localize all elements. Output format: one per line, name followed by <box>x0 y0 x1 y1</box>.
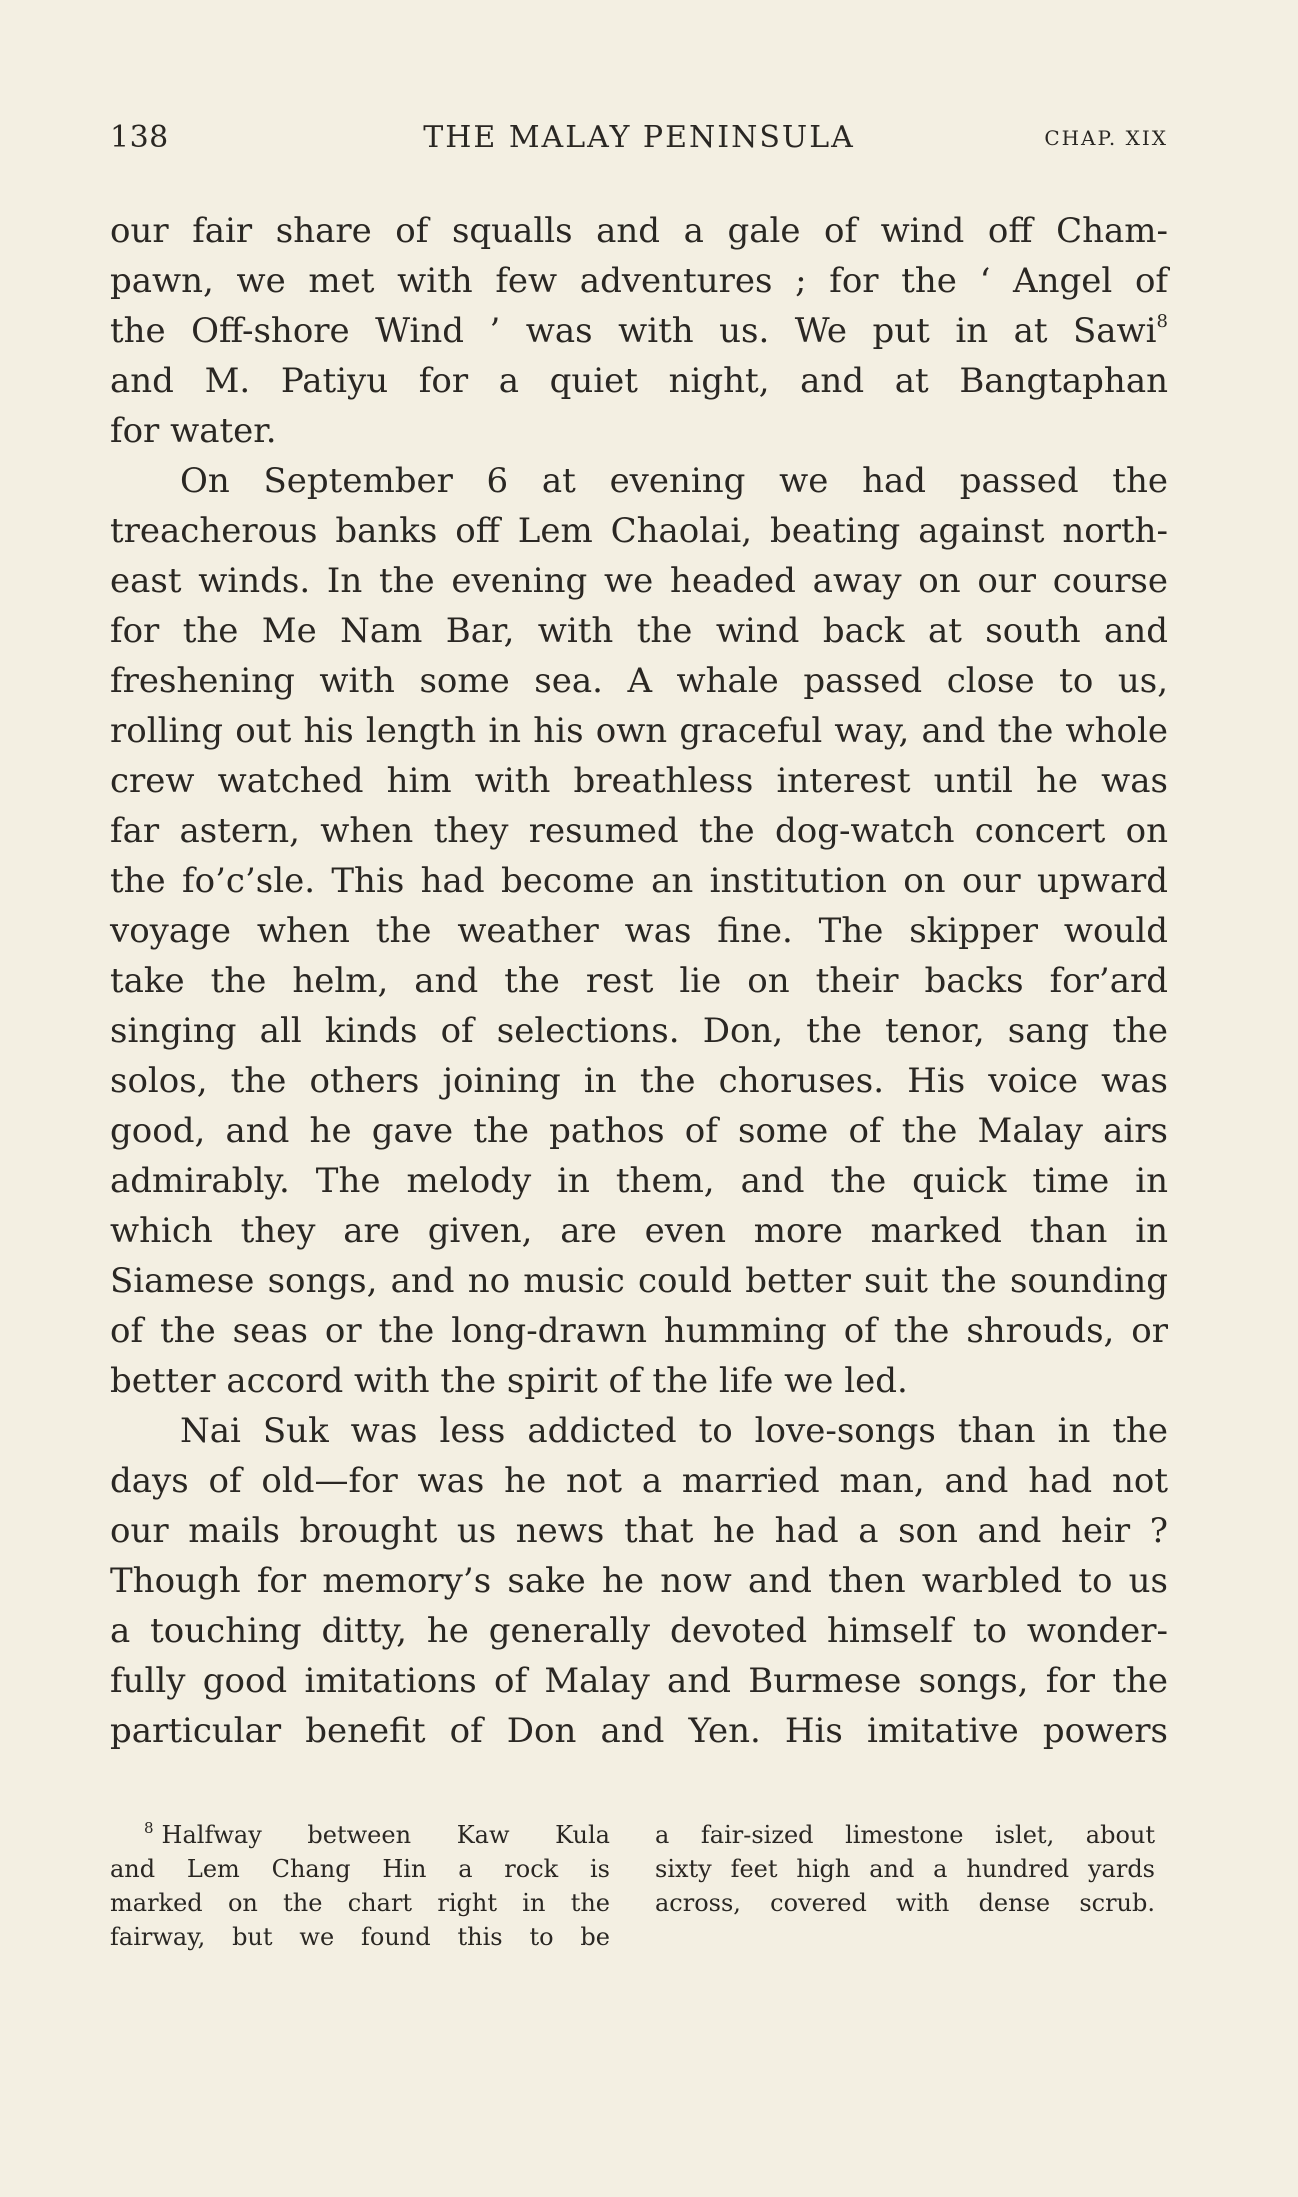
text-line: pawn, we met with few adventures ; for the ‘ Angel of <box>110 261 1168 301</box>
text-line: far astern, when they resumed the dog-watch concert on <box>110 811 1168 851</box>
footnote-line: sixty feet high and a hundred yards <box>655 1855 1155 1883</box>
text-line: days of old—for was he not a married man, and had not <box>110 1461 1168 1501</box>
footnote-column-left <box>110 1818 610 1954</box>
text-line: our fair share of squalls and a gale of wind off Cham- <box>110 211 1168 251</box>
text-line: Nai Suk was less addicted to love-songs than in the <box>180 1411 1168 1451</box>
text-line: of the seas or the long-drawn humming of the shrouds, or <box>110 1311 1168 1351</box>
text-line: freshening with some sea. A whale passed close to us, <box>110 661 1168 701</box>
text-line: a touching ditty, he generally devoted himself to wonder- <box>110 1611 1168 1651</box>
running-title: THE MALAY PENINSULA <box>423 120 855 155</box>
text-line-content: the Off-shore Wind ’ was with us. We put in at Sawi <box>110 311 1157 351</box>
footnote-line: fairway, but we found this to be <box>110 1923 610 1951</box>
footnote-column-right <box>655 1818 1155 1920</box>
footnote-line: a fair-sized limestone islet, about <box>655 1821 1155 1849</box>
running-header <box>110 120 1168 168</box>
text-line: east winds. In the evening we headed away on our course <box>110 561 1168 601</box>
text-line: good, and he gave the pathos of some of the Malay airs <box>110 1111 1168 1151</box>
footnote-line <box>110 1818 610 1852</box>
chapter-label: CHAP. XIX <box>1044 126 1168 150</box>
footnote-line: marked on the chart right in the <box>110 1889 610 1917</box>
text-line: Though for memory’s sake he now and then warbled to us <box>110 1561 1168 1601</box>
footnote-number: 8 <box>144 1819 154 1837</box>
text-line: solos, the others joining in the choruses. His voice was <box>110 1061 1168 1101</box>
text-line: crew watched him with breathless interest until he was <box>110 761 1168 801</box>
text-line: take the helm, and the rest lie on their backs for’ard <box>110 961 1168 1001</box>
text-line: the fo’c’sle. This had become an institution on our upward <box>110 861 1168 901</box>
text-line: better accord with the spirit of the life we led. <box>110 1361 908 1401</box>
footnote-line: across, covered with dense scrub. <box>655 1889 1155 1917</box>
text-line: singing all kinds of selections. Don, the tenor, sang the <box>110 1011 1168 1051</box>
text-line: for the Me Nam Bar, with the wind back at south and <box>110 611 1168 651</box>
text-line: particular benefit of Don and Yen. His imitative powers <box>110 1711 1168 1751</box>
text-line: rolling out his length in his own graceful way, and the whole <box>110 711 1168 751</box>
text-line: treacherous banks off Lem Chaolai, beating against north- <box>110 511 1168 551</box>
footnote-reference: 8 <box>1156 311 1168 332</box>
footnote-line-text: Halfway between Kaw Kula <box>161 1821 610 1849</box>
text-line: Siamese songs, and no music could better suit the sounding <box>110 1261 1168 1301</box>
book-page <box>110 0 1168 2197</box>
body-text <box>110 206 1168 1756</box>
text-line: and M. Patiyu for a quiet night, and at Bangtaphan <box>110 361 1168 401</box>
text-line: for water. <box>110 411 277 451</box>
text-line: admirably. The melody in them, and the quick time in <box>110 1161 1168 1201</box>
footnote-line: and Lem Chang Hin a rock is <box>110 1855 610 1883</box>
text-line: voyage when the weather was fine. The skipper would <box>110 911 1168 951</box>
page-number: 138 <box>110 120 169 155</box>
text-line <box>110 306 1168 356</box>
text-line: On September 6 at evening we had passed the <box>180 461 1168 501</box>
text-line: fully good imitations of Malay and Burmese songs, for the <box>110 1661 1168 1701</box>
text-line: our mails brought us news that he had a son and heir ? <box>110 1511 1168 1551</box>
text-line: which they are given, are even more marked than in <box>110 1211 1168 1251</box>
